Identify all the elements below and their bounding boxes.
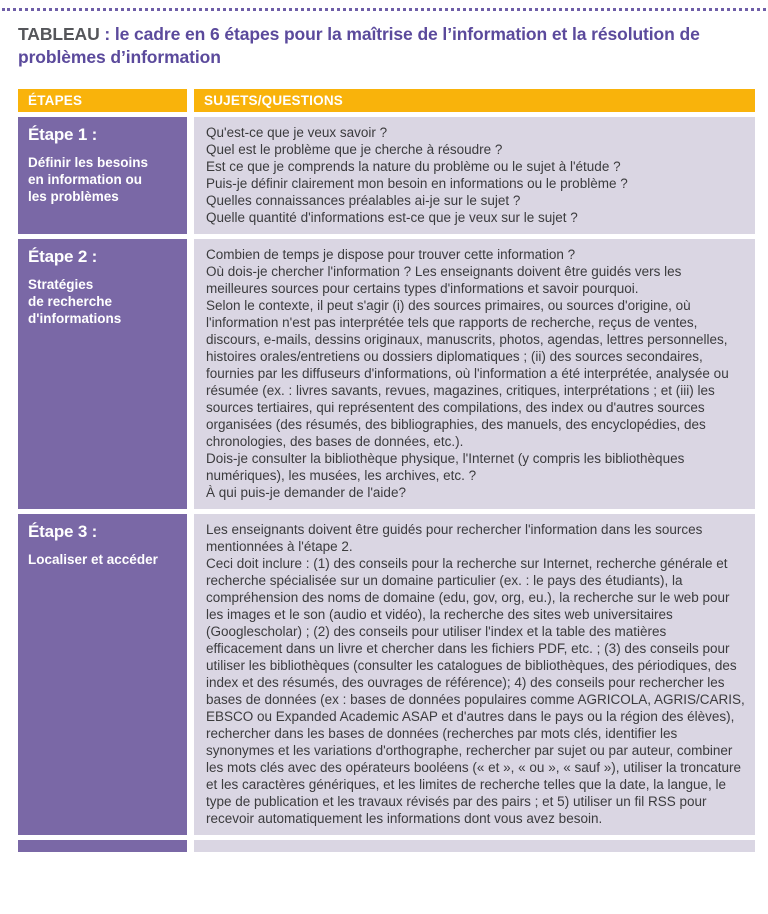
text-line: Selon le contexte, il peut s'agir (i) des sources primaires, ou sources d'origine, où l'information n'est pas interprétée tels que rapports de recherche, reçus de ventes, discours, e-mails, dessins originaux, manuscrits, photos, agendas, lettres personnelles, histoires orales/entretiens ou dossiers diplomatiques ; (ii) des sources secondaires, fournies par les diffuseurs d'informations, où l'information a été interprétée, analysée ou résumée (ex. : livres savants, revues, magazines, critiques, interprétations ; et (iii) les sources tertiaires, qui représentent des compilations, des index ou d'autres sources organisées (des résumés, des bibliographies, des manuels, des encyclopédies, des chronologies, des bases de données, etc.).: [206, 298, 729, 450]
step-cell-1: [18, 117, 187, 234]
text-line: Les enseignants doivent être guidés pour rechercher l'information dans les sources mentionnées à l'étape 2.: [206, 522, 703, 555]
step-title-2: Étape 2 :: [28, 247, 98, 267]
text-line: en information ou: [28, 172, 142, 188]
step-subtitle-2: [28, 276, 177, 327]
text-line: Puis-je définir clairement mon besoin en informations ou le problème ?: [206, 176, 628, 192]
text-line: Ceci doit inclure : (1) des conseils pour la recherche sur Internet, recherche générale et recherche spécialisée sur un domaine particulier (ex. : le pays des étudiants), la compréhension des noms de domaine (edu, gov, org, eu.), la recherche sur le web pour les images et le son (audio et vidéo), la recherche des sites web universitaires (Googlescholar) ; (2) des conseils pour utiliser l'index et la table des matières efficacement dans un livre et chercher dans les fichiers PDF, etc. ; (3) des conseils pour utiliser les bibliothèques (consulter les catalogues de bibliothèques, des périodiques, des index et des résumés, des ouvrages de référence); 4) des conseils pour rechercher les bases de données (ex : bases de données populaires comme AGRICOLA, AGRIS/CARIS, EBSCO ou Expanded Academic ASAP et d'autres dans le pays ou la région des élèves), rechercher dans les bases de données (recherches par mots clés, identifier les synonymes et les variations d'orthographe, rechercher par sujet ou par auteur, combiner les mots clés avec des opérateurs booléens (« et », « ou », « sauf »), utiliser la troncature et les caractères génériques, et les limites de recherche telles que la date, la langue, le type de publication et les travaux révisés par des pairs ; et 5) utiliser un fil RSS pour recevoir automatiquement les informations dont vous avez besoin.: [206, 556, 745, 827]
questions-cell-3: [194, 514, 755, 835]
text-line: Qu'est-ce que je veux savoir ?: [206, 125, 388, 141]
table-row-partial: [18, 840, 755, 852]
title-prefix: TABLEAU: [18, 24, 100, 44]
top-dotted-divider: [2, 8, 766, 11]
text-line: Combien de temps je dispose pour trouver cette information ?: [206, 247, 576, 263]
text-line: Localiser et accéder: [28, 552, 158, 568]
table-header-row: [18, 89, 755, 112]
questions-cell-2: [194, 239, 755, 509]
questions-cell-1: [194, 117, 755, 234]
text-line: Stratégies: [28, 277, 94, 293]
step-cell-3: [18, 514, 187, 835]
column-header-sujets: SUJETS/QUESTIONS: [194, 89, 755, 112]
text-line: Où dois-je chercher l'information ? Les enseignants doivent être guidés vers les meilleures sources pour certains types d'informations et savoir pourquoi.: [206, 264, 682, 297]
text-line: de recherche: [28, 294, 113, 310]
page-title: [18, 23, 755, 69]
step-title-1: Étape 1 :: [28, 125, 98, 145]
step-subtitle-3: [28, 551, 177, 568]
table-row-etape-2: [18, 239, 755, 509]
questions-cell-partial: [194, 840, 755, 852]
steps-table: [18, 89, 755, 852]
table-row-etape-1: [18, 117, 755, 234]
text-line: Est ce que je comprends la nature du problème ou le sujet à l'étude ?: [206, 159, 621, 175]
text-line: À qui puis-je demander de l'aide?: [206, 485, 406, 501]
text-line: les problèmes: [28, 189, 119, 205]
step-cell-2: [18, 239, 187, 509]
text-line: Quelles connaissances préalables ai-je sur le sujet ?: [206, 193, 521, 209]
title-text: : le cadre en 6 étapes pour la maîtrise de l’information et la résolution de problèmes d’information: [18, 24, 700, 68]
text-line: Dois-je consulter la bibliothèque physique, l'Internet (y compris les bibliothèques numériques), les musées, les archives, etc. ?: [206, 451, 685, 484]
step-title-3: Étape 3 :: [28, 522, 98, 542]
text-line: Quel est le problème que je cherche à résoudre ?: [206, 142, 503, 158]
table-row-etape-3: [18, 514, 755, 835]
column-header-etapes: ÉTAPES: [18, 89, 187, 112]
step-cell-partial: [18, 840, 187, 852]
text-line: Définir les besoins: [28, 155, 149, 171]
step-subtitle-1: [28, 154, 177, 205]
text-line: Quelle quantité d'informations est-ce que je veux sur le sujet ?: [206, 210, 578, 226]
text-line: d'informations: [28, 311, 122, 327]
